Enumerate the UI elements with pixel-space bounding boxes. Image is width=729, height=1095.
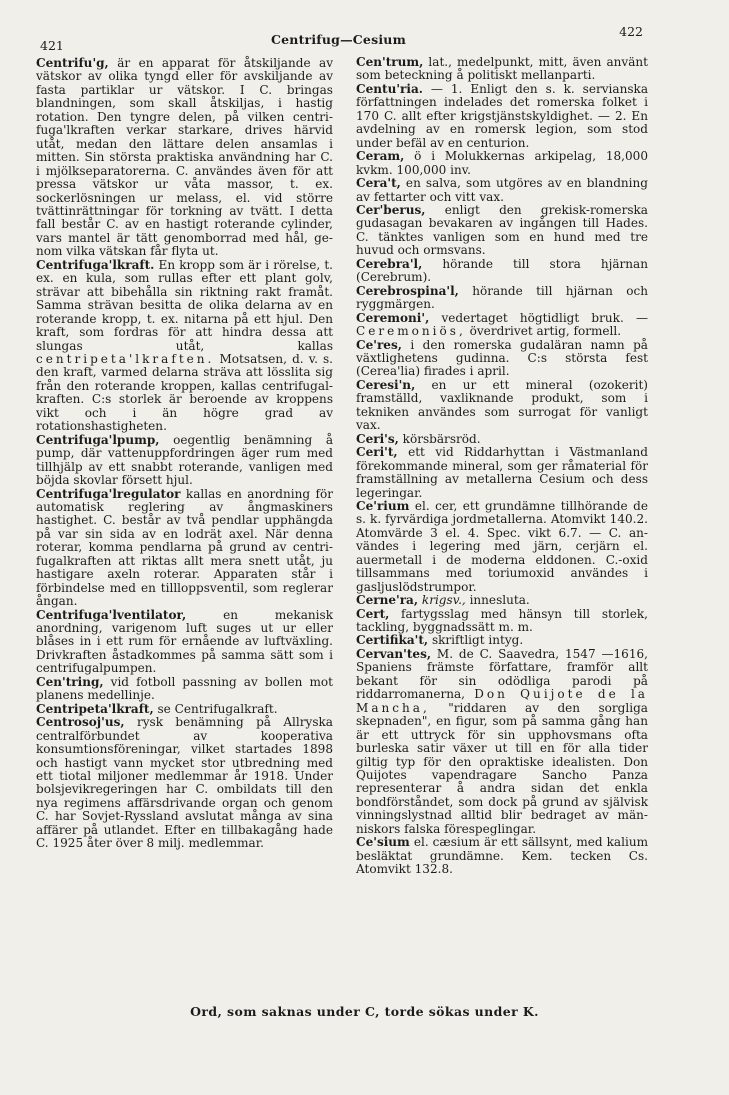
- entry-spaced-term: Ceremoniös,: [356, 324, 466, 339]
- entry-text: körsbärsröd.: [398, 431, 481, 446]
- entry-text: en ur ett mineral (ozokerit) framställd, vaxliknande produkt, som i tekniken användes som surrogat för vanligt vax.: [356, 377, 648, 433]
- dictionary-entry: [356, 177, 648, 204]
- entry-text: överdrivet artig, formell.: [465, 324, 622, 339]
- entry-headword: Centrosoj'us,: [36, 715, 125, 730]
- entry-text: vid fotboll passning av bollen mot planens medellinje.: [36, 674, 333, 703]
- left-column: [36, 57, 333, 851]
- entry-text: Motsatsen, d. v. s. den kraft, varmed delarna sträva att lösslita sig från den roterande kroppen, kallas centrifugalkraften. C:s storlek är beroende av kroppens vikt och i än högre grad av rotationshastigheten.: [36, 351, 333, 434]
- entry-headword: Ceresi'n,: [356, 377, 416, 392]
- dictionary-entry: [356, 446, 648, 500]
- entry-headword: Ce'res,: [356, 337, 402, 352]
- entry-text: En kropp som är i rörelse, t. ex. en kula, som rullas efter ett plant golv, strävar att bibehålla sin riktning rakt framåt. Samma strävan besitta de olika delarna av en roterande kropp, t. ex. nitarna på ett hjul. Den kraft, som fordras för att hindra dessa att slungas utåt, kallas: [36, 257, 333, 353]
- dictionary-entry: [36, 434, 333, 488]
- entry-headword: Centrifuga'lkraft.: [36, 257, 155, 272]
- entry-text: rysk benämning på Allryska centralförbundet av kooperativa konsumtionsföreningar, vilket startades 1898 och hastigt vann mycket stor utbredning med ett tiotal miljoner medlemmar år 1918. Under bolsjevikregeringen har C. ombildats till den nya regimens affärsdrivande organ och genom C. har Sovjet-Ryssland avslutat många av sina affärer på utlandet. Efter en tillbakagång hade C. 1925 åter över 8 milj. medlemmar.: [36, 715, 333, 851]
- entry-text: el. cer, ett grundämne tillhörande de s. k. fyrvärdiga jordmetallerna. Atomvikt 140.2. Atomvärde 3 el. 4. Spec. vikt 6.7. — C. användes i legering med järn, cerjärn el. auermetall i de moderna elddonen. C.-oxid tillsammans med toriumoxid användes i gasljuslödstrumpor.: [356, 498, 648, 594]
- entry-headword: Ceri's,: [356, 431, 399, 446]
- entry-headword: Centu'ria.: [356, 81, 423, 96]
- entry-text: el. cæsium är ett sällsynt, med kalium besläktat grundämne. Kem. tecken Cs. Atomvikt 132.8.: [356, 835, 648, 877]
- dictionary-entry: [356, 433, 648, 446]
- dictionary-entry: [356, 339, 648, 379]
- entry-headword: Cen'tring,: [36, 674, 104, 689]
- entry-headword: Cervan'tes,: [356, 646, 432, 661]
- entry-text: ett vid Riddarhyttan i Västmanland förekommande mineral, som ger råmaterial för framställning av metallerna Cesium och dess legeringar.: [356, 445, 648, 500]
- dictionary-entry: [356, 500, 648, 594]
- entry-headword: Centrifu'g,: [36, 56, 109, 70]
- entry-headword: Centrifuga'lventilator,: [36, 607, 187, 622]
- dictionary-entry: [356, 150, 648, 177]
- entry-headword: Ce'sium: [356, 835, 410, 850]
- entry-headword: Cert,: [356, 606, 390, 621]
- entry-headword: Centrifuga'lregulator: [36, 486, 181, 501]
- entry-headword: Cer'berus,: [356, 202, 426, 217]
- entry-text: hörande till hjärnan och ryggmärgen.: [356, 283, 648, 312]
- entry-headword: Ceremoni',: [356, 310, 430, 325]
- entry-text: kallas en anordning för automatisk reglering av ångmaskiners hastighet. C. består av två pendlar upphängda på var sin sida av en lodrät axel. När denna roterar, komma pendlarna på grund av centrifugalkraften att riktas allt mera snett utåt, ju hastigare axeln roterar. Apparaten står i förbindelse med en tillloppsventil, som reglerar ångan.: [36, 486, 333, 609]
- dictionary-entry: [356, 379, 648, 433]
- entry-text: innesluta.: [465, 593, 530, 608]
- page-header: [36, 24, 643, 53]
- entry-text: hörande till stora hjärnan (Cerebrum).: [356, 256, 648, 285]
- dictionary-entry: [36, 716, 333, 851]
- footer-note: Ord, som saknas under C, torde sökas under K.: [190, 1004, 539, 1019]
- entry-text: fartygsslag med hänsyn till storlek, tackling, byggnadssätt m. m.: [356, 606, 648, 635]
- entry-headword: Ce'rium: [356, 498, 410, 513]
- dictionary-entry: [356, 56, 648, 83]
- entry-text: skriftligt intyg.: [428, 633, 524, 648]
- entry-headword: Centripeta'lkraft,: [36, 701, 154, 716]
- dictionary-entry: [356, 634, 648, 647]
- entry-text: en salva, som utgöres av en blandning av fettarter och vitt vax.: [356, 176, 648, 204]
- entry-headword: Cerne'ra,: [356, 593, 419, 608]
- entry-text: lat., medelpunkt, mitt, även använt som beteckning å politiskt mellanparti.: [356, 55, 648, 83]
- dictionary-entry: [356, 836, 648, 876]
- entry-text: — 1. Enligt den s. k. servianska författningen indelades det romerska folket i 170 C. allt efter krigstjänstskyldighet. — 2. En avdelning av en romersk legion, som stod under befäl av en centurion.: [356, 81, 648, 150]
- entry-text: oegentlig benämning å pump, där vattenuppfordringen äger rum med tillhjälp av ett snabbt roterande, vanligen med böjda skovlar försett hjul.: [36, 432, 333, 488]
- dictionary-entry: [36, 57, 333, 259]
- dictionary-entry: [356, 312, 648, 339]
- entry-text: är en apparat för åtskiljande av vätskor av olika tyngd eller för avskiljande av fasta partiklar ur vätskor. I C. bringas blandningen, som skall åtskiljas, i hastig rotation. Den tyngre delen, på vilken centrifuga'lkraften verkar starkare, drives härvid utåt, medan den lättare delen ansamlas i mitten. Sin största praktiska användning har C. i mjölkseparatorerna. C. användes även för att pressa vätskor ur våta massor, t. ex. sockerlösningen ur melass, el. vid större tvättinrättningar för torkning av tvätt. I detta fall består C. av en hastigt roterande cylinder, vars mantel är tätt genomborrad med hål, genom vilka vätskan får flyta ut.: [36, 56, 333, 259]
- page-title: Centrifug—Cesium: [270, 32, 406, 47]
- entry-spaced-term: centripeta'lkraften.: [36, 351, 215, 366]
- entry-text: se Centrifugalkraft.: [153, 701, 278, 716]
- entry-label: krigsv.,: [418, 593, 466, 608]
- dictionary-entry: [356, 258, 648, 285]
- entry-headword: Cerebra'l,: [356, 256, 423, 271]
- entry-text: enligt den grekisk-romerska gudasagan bevakaren av ingången till Hades. C. tänktes vanligen som en hund med tre huvud och ormsvans.: [356, 202, 648, 258]
- dictionary-entry: [36, 676, 333, 703]
- entry-headword: Certifika't,: [356, 633, 429, 648]
- entry-headword: Cen'trum,: [356, 55, 424, 69]
- dictionary-entry: [356, 285, 648, 312]
- entry-headword: Ceri't,: [356, 445, 398, 460]
- entry-text: i den romerska gudaläran namn på växtlighetens gudinna. C:s största fest (Cerea'lia) firades i april.: [356, 337, 648, 379]
- entry-text: M. de C. Saavedra, 1547 —1616, Spaniens främste författare, framför allt bekant för sin odödliga parodi på riddarromanerna,: [356, 646, 648, 702]
- entry-headword: Cerebrospina'l,: [356, 283, 459, 298]
- dictionary-entry: [356, 204, 648, 258]
- page-number-left: 421: [40, 38, 64, 53]
- entry-headword: Ceram,: [356, 149, 405, 164]
- dictionary-entry: [356, 648, 648, 836]
- entry-text: "riddaren av den sorgliga skepnaden", en figur, som på samma gång han är ett uttryck för sin upphovsmans ofta burleska satir växer ut till en för alla tider giltig typ för den opraktiske idealisten. Don Quijotes vapendragare Sancho Panza representerar å andra sidan det enkla bondförståndet, som dock på grund av självisk vinningslystnad alltid blir bedraget av människors falska förespeglingar.: [356, 700, 648, 836]
- page-number-right: 422: [619, 24, 643, 39]
- dictionary-entry: [36, 259, 333, 434]
- entry-text: en mekanisk anordning, varigenom luft suges ut ur eller blåses in i ett rum för ernående av luftväxling. Drivkraften åstadkommes på samma sätt som i centrifugalpumpen.: [36, 607, 333, 676]
- dictionary-entry: [36, 488, 333, 609]
- entry-headword: Cera't,: [356, 176, 401, 191]
- dictionary-entry: [356, 83, 648, 150]
- entry-headword: Centrifuga'lpump,: [36, 432, 160, 447]
- dictionary-entry: [36, 609, 333, 676]
- entry-spaced-term: Don Quijote de la Mancha,: [356, 687, 648, 715]
- entry-text: vedertaget högtidligt bruk. —: [429, 310, 648, 325]
- entry-text: ö i Molukkernas arkipelag, 18,000 kvkm. 100,000 inv.: [356, 149, 648, 177]
- dictionary-entry: [356, 594, 648, 607]
- right-column: [356, 56, 648, 877]
- dictionary-entry: [356, 608, 648, 635]
